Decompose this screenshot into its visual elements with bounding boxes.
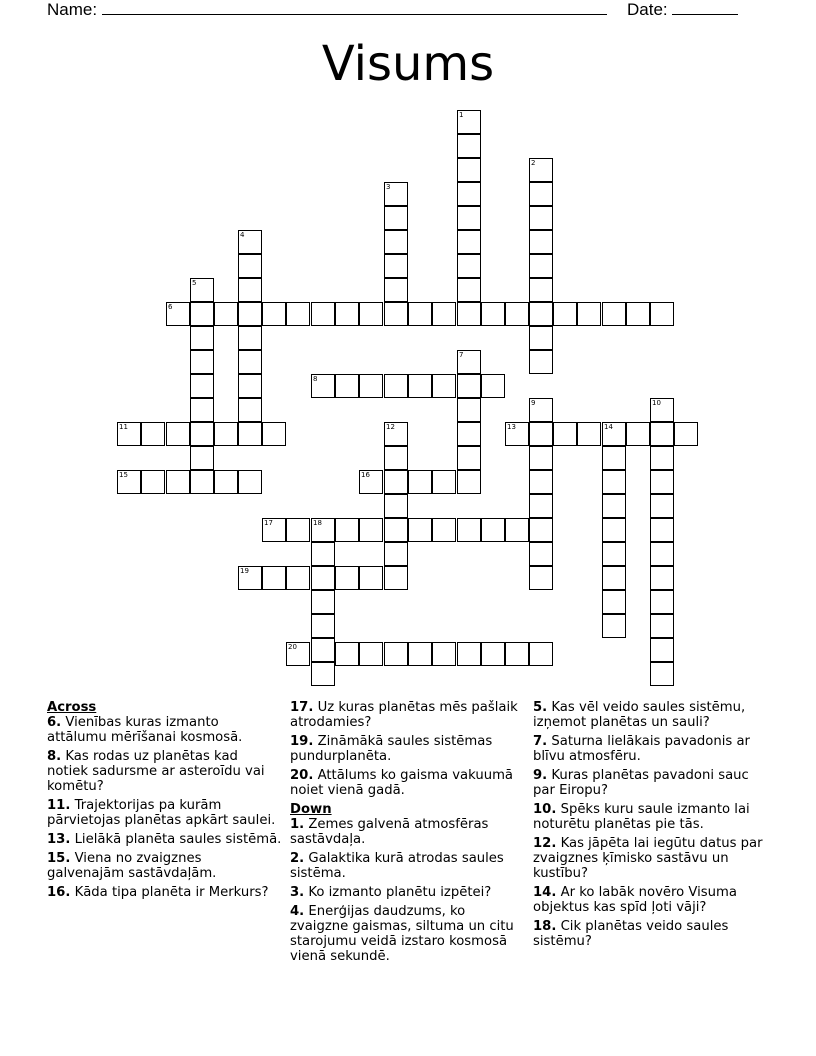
crossword-cell[interactable] [577, 422, 601, 446]
crossword-cell[interactable] [141, 422, 165, 446]
crossword-cell[interactable] [190, 374, 214, 398]
crossword-cell[interactable] [384, 642, 408, 666]
across-clue [47, 715, 282, 745]
down-clues-list [290, 817, 525, 964]
clue-text: Cik planētas veido saules sistēmu? [533, 919, 729, 949]
clue-text: Ko izmanto planētu izpētei? [308, 885, 492, 900]
crossword-cell[interactable] [166, 422, 190, 446]
crossword-cell[interactable] [432, 642, 456, 666]
crossword-cell[interactable] [602, 446, 626, 470]
crossword-cell[interactable] [117, 422, 141, 446]
clue-number: 4. [290, 904, 305, 919]
clue-number: 3 [386, 183, 391, 191]
down-clue [533, 802, 768, 832]
clue-number: 20. [290, 768, 314, 783]
crossword-cell[interactable] [238, 230, 262, 254]
crossword-cell[interactable] [529, 446, 553, 470]
clue-number: 8 [313, 375, 318, 383]
crossword-cell[interactable] [384, 182, 408, 206]
crossword-cell[interactable] [238, 302, 262, 326]
crossword-cell[interactable] [577, 302, 601, 326]
clue-number: 13. [47, 832, 71, 847]
clue-text: Lielākā planēta saules sistēmā. [74, 832, 282, 847]
crossword-cell[interactable] [650, 518, 674, 542]
crossword-cell[interactable] [529, 302, 553, 326]
crossword-cell[interactable] [190, 278, 214, 302]
crossword-cell[interactable] [335, 302, 359, 326]
crossword-cell[interactable] [238, 470, 262, 494]
crossword-cell[interactable] [481, 374, 505, 398]
clue-number: 19 [240, 567, 249, 575]
date-label: Date: [627, 0, 668, 19]
crossword-cell[interactable] [457, 206, 481, 230]
across-clue [47, 832, 282, 847]
clue-number: 14 [604, 423, 613, 431]
clues-column-2 [290, 700, 525, 968]
crossword-cell[interactable] [529, 182, 553, 206]
clue-number: 19. [290, 734, 314, 749]
clue-text: Kas vēl veido saules sistēmu, izņemot planētas un sauli? [533, 700, 746, 730]
across-clues-list-cont [290, 700, 525, 798]
crossword-cell[interactable] [457, 446, 481, 470]
crossword-cell[interactable] [432, 470, 456, 494]
clue-number: 7 [459, 351, 464, 359]
crossword-cell[interactable] [505, 302, 529, 326]
name-label: Name: [47, 0, 98, 19]
clue-text: Zemes galvenā atmosfēras sastāvdaļa. [290, 817, 489, 847]
name-blank-line[interactable] [102, 0, 607, 15]
clue-number: 12. [533, 836, 557, 851]
down-clue [290, 851, 525, 881]
crossword-cell[interactable] [457, 350, 481, 374]
clue-number: 1. [290, 817, 305, 832]
crossword-cell[interactable] [335, 374, 359, 398]
crossword-cell[interactable] [650, 470, 674, 494]
crossword-cell[interactable] [214, 422, 238, 446]
crossword-cell[interactable] [650, 302, 674, 326]
clue-text: Attālums ko gaisma vakuumā noiet vienā gadā. [290, 768, 514, 798]
clue-number: 10. [533, 802, 557, 817]
crossword-cell[interactable] [384, 446, 408, 470]
crossword-cell[interactable] [457, 422, 481, 446]
crossword-cell[interactable] [384, 470, 408, 494]
clue-number: 15 [119, 471, 128, 479]
crossword-cell[interactable] [359, 566, 383, 590]
crossword-cell[interactable] [238, 278, 262, 302]
crossword-cell[interactable] [335, 642, 359, 666]
clue-text: Ar ko labāk novēro Visuma objektus kas spīd ļoti vāji? [533, 885, 737, 915]
crossword-cell[interactable] [650, 662, 674, 686]
clue-text: Trajektorijas pa kurām pārvietojas planētas apkārt saulei. [47, 798, 276, 828]
crossword-cell[interactable] [190, 350, 214, 374]
crossword-cell[interactable] [650, 566, 674, 590]
crossword-cell[interactable] [359, 518, 383, 542]
crossword-cell[interactable] [408, 374, 432, 398]
clue-text: Saturna lielākais pavadonis ar blīvu atmosfēru. [533, 734, 750, 764]
crossword-cell[interactable] [117, 470, 141, 494]
clue-number: 3. [290, 885, 305, 900]
crossword-cell[interactable] [311, 302, 335, 326]
crossword-cell[interactable] [384, 542, 408, 566]
crossword-cell[interactable] [602, 566, 626, 590]
down-clue [533, 768, 768, 798]
clues-column-3 [533, 700, 768, 953]
crossword-cell[interactable] [311, 662, 335, 686]
crossword-cell[interactable] [553, 422, 577, 446]
clue-text: Kāda tipa planēta ir Merkurs? [74, 885, 269, 900]
clue-number: 2 [531, 159, 536, 167]
clue-number: 18 [313, 519, 322, 527]
clue-number: 6. [47, 715, 62, 730]
crossword-cell[interactable] [190, 398, 214, 422]
clue-text: Enerģijas daudzums, ko zvaigzne gaismas, siltuma un citu starojumu veidā izstaro kosmosā vienā sekundē. [290, 904, 514, 964]
clue-text: Zināmākā saules sistēmas pundurplanēta. [290, 734, 493, 764]
crossword-cell[interactable] [262, 518, 286, 542]
date-blank-line[interactable] [672, 0, 738, 15]
name-field[interactable] [47, 0, 607, 20]
clue-number: 18. [533, 919, 557, 934]
clues-column-1 [47, 700, 282, 904]
clue-number: 5 [192, 279, 197, 287]
crossword-cell[interactable] [529, 494, 553, 518]
crossword-cell[interactable] [602, 302, 626, 326]
clue-number: 7. [533, 734, 548, 749]
crossword-cell[interactable] [166, 302, 190, 326]
crossword-cell[interactable] [238, 398, 262, 422]
crossword-cell[interactable] [311, 518, 335, 542]
crossword-cell[interactable] [529, 278, 553, 302]
crossword-cell[interactable] [190, 302, 214, 326]
across-heading: Across [47, 700, 97, 715]
across-clue [47, 798, 282, 828]
crossword-cell[interactable] [529, 230, 553, 254]
crossword-cell[interactable] [432, 518, 456, 542]
clue-number: 9. [533, 768, 548, 783]
down-clue [290, 904, 525, 964]
crossword-cell[interactable] [650, 494, 674, 518]
crossword-cell[interactable] [359, 470, 383, 494]
crossword-cell[interactable] [359, 302, 383, 326]
clue-number: 12 [386, 423, 395, 431]
crossword-cell[interactable] [602, 614, 626, 638]
clue-number: 20 [288, 643, 297, 651]
crossword-cell[interactable] [384, 422, 408, 446]
crossword-cell[interactable] [553, 302, 577, 326]
crossword-cell[interactable] [286, 302, 310, 326]
clue-number: 16 [361, 471, 370, 479]
down-heading: Down [290, 802, 332, 817]
crossword-cell[interactable] [529, 542, 553, 566]
crossword-cell[interactable] [262, 422, 286, 446]
crossword-cell[interactable] [214, 470, 238, 494]
crossword-cell[interactable] [408, 470, 432, 494]
crossword-cell[interactable] [626, 422, 650, 446]
down-clues-list-cont [533, 700, 768, 949]
crossword-cell[interactable] [238, 374, 262, 398]
crossword-cell[interactable] [602, 470, 626, 494]
crossword-cell[interactable] [190, 326, 214, 350]
crossword-cell[interactable] [457, 254, 481, 278]
crossword-cell[interactable] [359, 374, 383, 398]
crossword-cell[interactable] [529, 566, 553, 590]
crossword-cell[interactable] [286, 518, 310, 542]
crossword-cell[interactable] [505, 642, 529, 666]
crossword-cell[interactable] [384, 278, 408, 302]
clue-text: Kas rodas uz planētas kad notiek sadursme ar asteroīdu vai komētu? [47, 749, 265, 794]
crossword-cell[interactable] [674, 422, 698, 446]
crossword-cell[interactable] [286, 566, 310, 590]
crossword-cell[interactable] [457, 110, 481, 134]
clue-number: 5. [533, 700, 548, 715]
crossword-cell[interactable] [335, 518, 359, 542]
crossword-cell[interactable] [384, 374, 408, 398]
crossword-cell[interactable] [311, 542, 335, 566]
crossword-cell[interactable] [408, 518, 432, 542]
clue-text: Viena no zvaigznes galvenajām sastāvdaļām. [47, 851, 217, 881]
crossword-cell[interactable] [650, 614, 674, 638]
crossword-cell[interactable] [190, 446, 214, 470]
crossword-cell[interactable] [166, 470, 190, 494]
crossword-cell[interactable] [238, 422, 262, 446]
clue-number: 17 [264, 519, 273, 527]
crossword-cell[interactable] [529, 642, 553, 666]
crossword-cell[interactable] [529, 350, 553, 374]
across-clue [47, 851, 282, 881]
down-clue [533, 919, 768, 949]
date-field[interactable] [627, 0, 738, 20]
clue-text: Galaktika kurā atrodas saules sistēma. [290, 851, 504, 881]
crossword-cell[interactable] [457, 398, 481, 422]
crossword-cell[interactable] [359, 642, 383, 666]
page-title: Visums [321, 36, 495, 92]
clue-number: 2. [290, 851, 305, 866]
crossword-cell[interactable] [311, 638, 335, 662]
crossword-cell[interactable] [384, 518, 408, 542]
down-clue [533, 885, 768, 915]
crossword-cell[interactable] [650, 638, 674, 662]
crossword-cell[interactable] [650, 590, 674, 614]
across-clue [47, 885, 282, 900]
crossword-cell[interactable] [262, 302, 286, 326]
crossword-cell[interactable] [602, 542, 626, 566]
crossword-cell[interactable] [481, 302, 505, 326]
crossword-cell[interactable] [529, 470, 553, 494]
clue-number: 10 [652, 399, 661, 407]
crossword-cell[interactable] [529, 254, 553, 278]
crossword-cell[interactable] [238, 350, 262, 374]
clue-text: Kas jāpēta lai iegūtu datus par zvaigznes ķīmisko sastāvu un kustību? [533, 836, 763, 881]
crossword-cell[interactable] [190, 422, 214, 446]
crossword-cell[interactable] [650, 422, 674, 446]
crossword-cell[interactable] [602, 494, 626, 518]
crossword-cell[interactable] [457, 182, 481, 206]
crossword-cell[interactable] [602, 518, 626, 542]
crossword-cell[interactable] [602, 422, 626, 446]
clue-number: 16. [47, 885, 71, 900]
clue-number: 14. [533, 885, 557, 900]
across-clue [290, 734, 525, 764]
crossword-cell[interactable] [262, 566, 286, 590]
crossword-cell[interactable] [384, 494, 408, 518]
crossword-cell[interactable] [650, 542, 674, 566]
across-clues-list [47, 715, 282, 900]
crossword-cell[interactable] [602, 590, 626, 614]
crossword-cell[interactable] [505, 422, 529, 446]
crossword-cell[interactable] [238, 566, 262, 590]
crossword-cell[interactable] [529, 398, 553, 422]
crossword-cell[interactable] [529, 518, 553, 542]
clue-text: Spēks kuru saule izmanto lai noturētu planētas pie tās. [533, 802, 750, 832]
crossword-cell[interactable] [190, 470, 214, 494]
across-clue [47, 749, 282, 794]
crossword-cell[interactable] [214, 302, 238, 326]
crossword-cell[interactable] [529, 326, 553, 350]
down-clue [533, 836, 768, 881]
crossword-cell[interactable] [384, 254, 408, 278]
crossword-cell[interactable] [238, 254, 262, 278]
crossword-cell[interactable] [408, 302, 432, 326]
crossword-cell[interactable] [311, 590, 335, 614]
crossword-cell[interactable] [505, 518, 529, 542]
crossword-cell[interactable] [311, 566, 335, 590]
down-clue [290, 885, 525, 900]
crossword-cell[interactable] [481, 642, 505, 666]
crossword-cell[interactable] [384, 566, 408, 590]
crossword-cell[interactable] [141, 470, 165, 494]
clue-text: Uz kuras planētas mēs pašlaik atrodamies? [290, 700, 518, 730]
crossword-cell[interactable] [457, 374, 481, 398]
down-clue [290, 817, 525, 847]
crossword-cell[interactable] [457, 134, 481, 158]
clue-number: 9 [531, 399, 536, 407]
crossword-cell[interactable] [286, 642, 310, 666]
crossword-cell[interactable] [432, 374, 456, 398]
crossword-cell[interactable] [457, 230, 481, 254]
crossword-cell[interactable] [457, 518, 481, 542]
clue-number: 6 [168, 303, 173, 311]
crossword-cell[interactable] [481, 518, 505, 542]
clue-number: 8. [47, 749, 62, 764]
crossword-cell[interactable] [384, 302, 408, 326]
crossword-cell[interactable] [529, 158, 553, 182]
crossword-cell[interactable] [408, 642, 432, 666]
clue-text: Kuras planētas pavadoni sauc par Eiropu? [533, 768, 749, 798]
clue-number: 15. [47, 851, 71, 866]
clue-text: Vienības kuras izmanto attālumu mērīšanai kosmosā. [47, 715, 243, 745]
crossword-cell[interactable] [457, 302, 481, 326]
crossword-cell[interactable] [432, 302, 456, 326]
crossword-cell[interactable] [650, 446, 674, 470]
clue-number: 1 [459, 111, 464, 119]
down-clue [533, 700, 768, 730]
clue-number: 17. [290, 700, 314, 715]
crossword-cell[interactable] [311, 374, 335, 398]
clue-number: 11. [47, 798, 71, 813]
crossword-cell[interactable] [457, 642, 481, 666]
across-clue [290, 700, 525, 730]
crossword-cell[interactable] [650, 398, 674, 422]
crossword-cell[interactable] [311, 614, 335, 638]
crossword-cell[interactable] [384, 206, 408, 230]
across-clue [290, 768, 525, 798]
down-clue [533, 734, 768, 764]
crossword-cell[interactable] [384, 230, 408, 254]
clue-number: 13 [507, 423, 516, 431]
crossword-cell[interactable] [457, 278, 481, 302]
clue-number: 11 [119, 423, 128, 431]
crossword-cell[interactable] [457, 470, 481, 494]
crossword-cell[interactable] [529, 206, 553, 230]
crossword-cell[interactable] [626, 302, 650, 326]
crossword-cell[interactable] [529, 422, 553, 446]
clue-number: 4 [240, 231, 245, 239]
crossword-cell[interactable] [335, 566, 359, 590]
crossword-cell[interactable] [238, 326, 262, 350]
crossword-cell[interactable] [457, 158, 481, 182]
